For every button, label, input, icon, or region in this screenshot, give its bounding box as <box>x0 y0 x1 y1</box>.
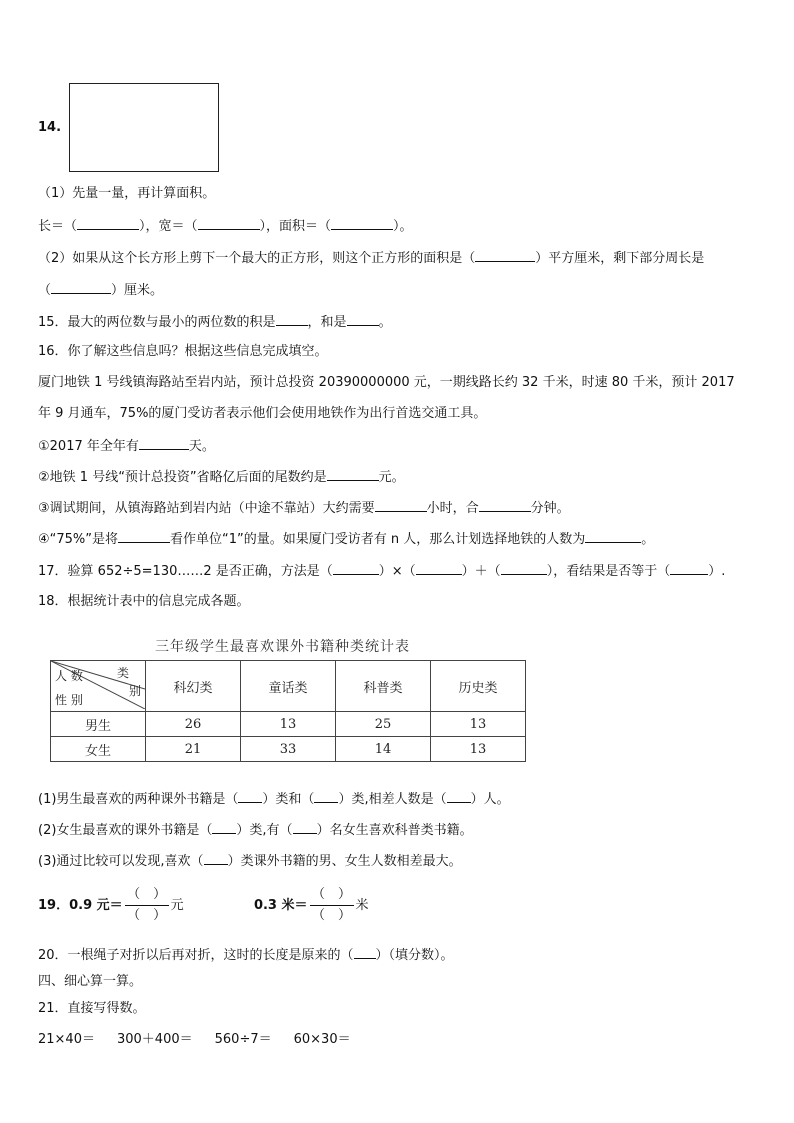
product-blank[interactable] <box>276 313 308 326</box>
q18-intro: 18．根据统计表中的信息完成各题。 <box>38 594 250 609</box>
area-blank[interactable] <box>331 217 393 230</box>
perimeter-blank[interactable] <box>51 281 111 294</box>
q14-part1: （1）先量一量，再计算面积。 <box>38 186 216 201</box>
row-label: 女生 <box>51 737 146 762</box>
q14-part2-cont: （ ）厘米。 <box>38 283 164 298</box>
calc-item[interactable]: 300＋400＝ <box>116 1032 193 1047</box>
q16-intro: 16．你了解这些信息吗？根据这些信息完成填空。 <box>38 344 328 359</box>
check-blank-2[interactable] <box>416 562 462 575</box>
calc-item[interactable]: 60×30＝ <box>293 1032 351 1047</box>
col-history: 历史类 <box>431 661 526 712</box>
q15: 15．最大的两位数与最小的两位数的积是 ，和是 。 <box>38 315 392 330</box>
boys-diff-blank[interactable] <box>447 790 471 803</box>
q18-sub2: (2)女生最喜欢的课外书籍是（ ）类,有（ ）名女生喜欢科普类书籍。 <box>38 823 473 838</box>
square-area-blank[interactable] <box>475 249 535 262</box>
table-corner-cell <box>51 661 146 712</box>
table-row-boys <box>51 712 526 737</box>
table-title: 三年级学生最喜欢课外书籍种类统计表 <box>155 639 410 655</box>
q16-item3: ③调试期间，从镇海路站到岩内站（中途不靠站）大约需要 小时，合 分钟。 <box>38 501 570 516</box>
table-cell: 14 <box>336 737 431 762</box>
corner-gender: 性 别 <box>55 693 83 707</box>
table-cell: 33 <box>241 737 336 762</box>
q16-info-2: 年 9 月通车，75%的厦门受访者表示他们会使用地铁作为出行首选交通工具。 <box>38 406 487 421</box>
check-blank-3[interactable] <box>501 562 547 575</box>
q20: 20．一根绳子对折以后再对折，这时的长度是原来的（ ）（填分数）。 <box>38 948 454 963</box>
days-blank[interactable] <box>139 437 189 450</box>
q17: 17．验算 652÷5=130……2 是否正确，方法是（ ）×（ ）＋（ ），看结果是否等于（ ）. <box>38 564 726 579</box>
hours-blank[interactable] <box>375 499 427 512</box>
rectangle-figure <box>69 83 219 172</box>
check-blank-4[interactable] <box>670 562 708 575</box>
col-fairy: 童话类 <box>241 661 336 712</box>
col-science: 科普类 <box>336 661 431 712</box>
width-blank[interactable] <box>198 217 260 230</box>
girls-science-blank[interactable] <box>293 821 317 834</box>
q14-part2: （2）如果从这个长方形上剪下一个最大的正方形，则这个正方形的面积是（ ）平方厘米，剩下部分周长是 <box>38 251 705 266</box>
width-label: ），宽＝（ <box>139 219 198 234</box>
q16-item4: ④“75%”是将 看作单位“1”的量。如果厦门受访者有 n 人，那么计划选择地铁的人数为 。 <box>38 532 655 547</box>
table-cell: 25 <box>336 712 431 737</box>
girls-fav-blank[interactable] <box>212 821 236 834</box>
area-label: ），面积＝（ <box>259 219 332 234</box>
q19: 19．0.9 元＝ $\frac{( )}{( )}$ 元 0.3 米＝ $\frac{( )}{( )}$ 米 <box>38 887 369 923</box>
boys-fav-2-blank[interactable] <box>314 790 338 803</box>
corner-category: 类 <box>117 666 130 680</box>
q16-item2: ②地铁 1 号线“预计总投资”省略亿后面的尾数约是 元。 <box>38 470 405 485</box>
riders-blank[interactable] <box>585 530 641 543</box>
fraction-yuan[interactable]: $\frac{( )}{( )}$ <box>125 886 169 925</box>
q21-intro: 21．直接写得数。 <box>38 1001 146 1016</box>
sum-blank[interactable] <box>347 313 379 326</box>
boys-fav-1-blank[interactable] <box>238 790 262 803</box>
investment-blank[interactable] <box>327 468 379 481</box>
q14-number: 14. <box>38 120 62 135</box>
table-row-girls <box>51 737 526 762</box>
max-diff-blank[interactable] <box>204 852 228 865</box>
fraction-meter[interactable]: $\frac{( )}{( )}$ <box>310 886 354 925</box>
calc-item[interactable]: 560÷7＝ <box>214 1032 272 1047</box>
calc-item[interactable]: 21×40＝ <box>38 1032 95 1047</box>
q16-info-1: 厦门地铁 1 号线镇海路站至岩内站，预计总投资 20390000000 元，一期线路长约 32 千米，时速 80 千米，预计 2017 <box>38 375 735 390</box>
length-label: 长＝（ <box>38 219 78 234</box>
unit-one-blank[interactable] <box>118 530 170 543</box>
q14-measures: 长＝（ ），宽＝（ ），面积＝（ ）。 <box>38 219 413 234</box>
table-cell: 13 <box>241 712 336 737</box>
section-4-heading: 四、细心算一算。 <box>38 974 143 989</box>
length-blank[interactable] <box>77 217 139 230</box>
corner-category-2: 别 <box>129 684 142 698</box>
statistics-table <box>50 660 526 762</box>
table-cell: 13 <box>431 737 526 762</box>
q18-sub3: (3)通过比较可以发现,喜欢（ ）类课外书籍的男、女生人数相差最大。 <box>38 854 462 869</box>
table-cell: 21 <box>146 737 241 762</box>
corner-count: 人 数 <box>55 669 83 683</box>
table-cell: 13 <box>431 712 526 737</box>
minutes-blank[interactable] <box>479 499 531 512</box>
col-scifi: 科幻类 <box>146 661 241 712</box>
table-cell: 26 <box>146 712 241 737</box>
row-label: 男生 <box>51 712 146 737</box>
check-blank-1[interactable] <box>333 562 379 575</box>
q18-sub1: (1)男生最喜欢的两种课外书籍是（ ）类和（ ）类,相差人数是（ ）人。 <box>38 792 510 807</box>
q16-item1: ①2017 年全年有 天。 <box>38 439 215 454</box>
q21-items <box>38 1031 351 1049</box>
fraction-blank[interactable] <box>354 946 376 959</box>
